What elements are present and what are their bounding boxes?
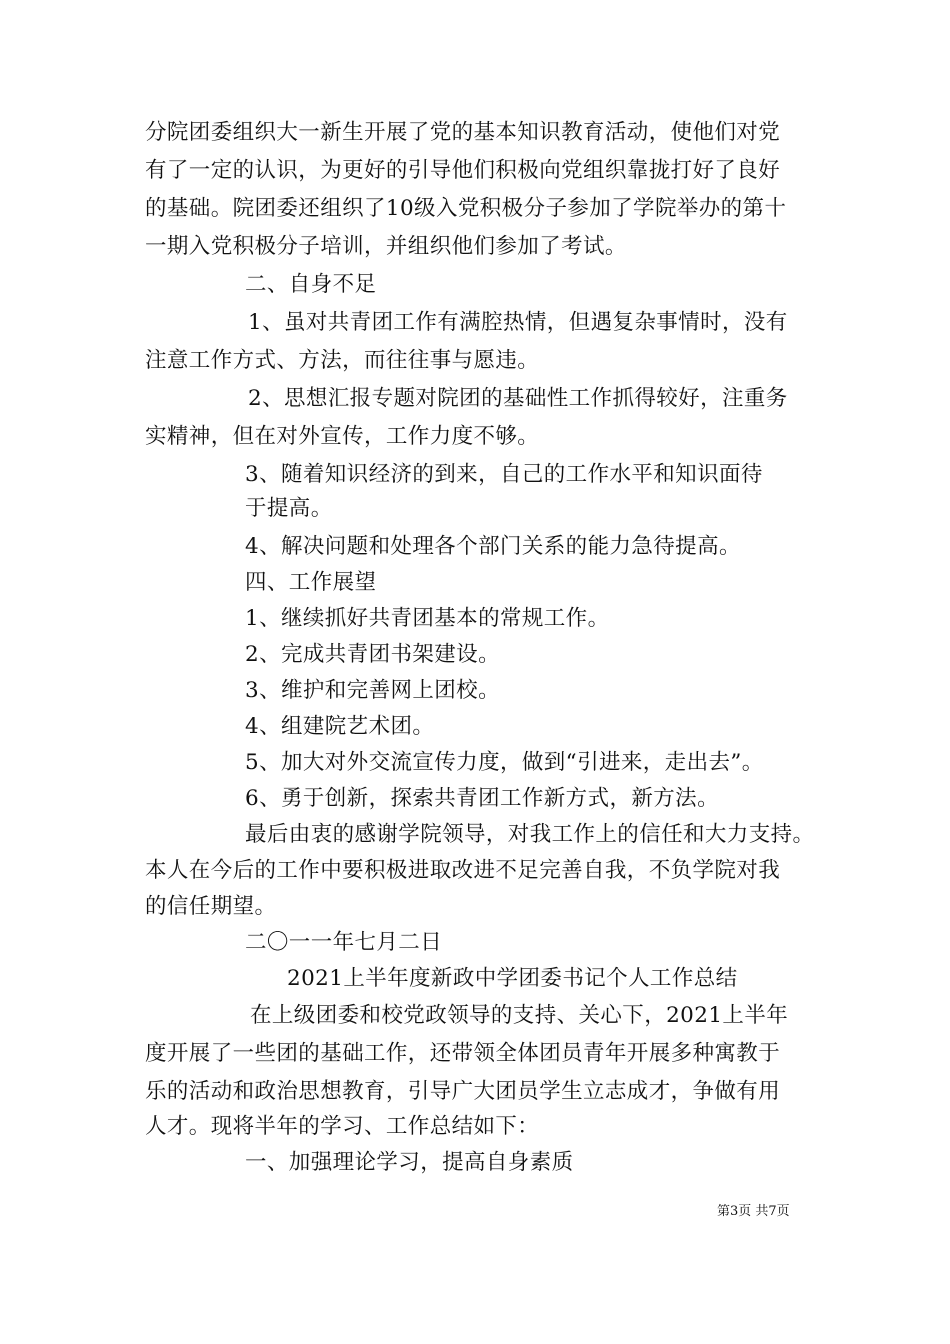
paragraph-line: 的基础。院团委还组织了10级入党积极分子参加了学院举办的第十: [145, 196, 787, 221]
paragraph-line: 乐的活动和政治思想教育，引导广大团员学生立志成才，争做有用: [145, 1079, 781, 1104]
document-title: 2021上半年度新政中学团委书记个人工作总结: [287, 966, 738, 991]
section-heading: 二、自身不足: [245, 272, 377, 297]
date-line: 二〇一一年七月二日: [245, 930, 443, 955]
paragraph-line: 实精神，但在对外宣传，工作力度不够。: [145, 424, 540, 449]
paragraph-line: 1、虽对共青团工作有满腔热情，但遇复杂事情时，没有: [248, 310, 788, 335]
list-item: 6、勇于创新，探索共青团工作新方式，新方法。: [245, 786, 719, 811]
paragraph-line: 于提高。: [245, 496, 333, 521]
section-heading: 四、工作展望: [245, 570, 377, 595]
page-number-footer: 第3页 共7页: [717, 1204, 790, 1219]
paragraph-line: 一期入党积极分子培训，并组织他们参加了考试。: [145, 234, 627, 259]
paragraph-line: 在上级团委和校党政领导的支持、关心下，2021上半年: [250, 1003, 789, 1028]
paragraph-line: 3、随着知识经济的到来，自己的工作水平和知识面待: [245, 462, 763, 487]
paragraph-line: 的信任期望。: [145, 894, 277, 919]
list-item: 2、完成共青团书架建设。: [245, 642, 500, 667]
list-item: 1、继续抓好共青团基本的常规工作。: [245, 606, 610, 631]
paragraph-line: 度开展了一些团的基础工作，还带领全体团员青年开展多种寓教于: [145, 1041, 781, 1066]
section-heading: 一、加强理论学习，提高自身素质: [245, 1150, 574, 1175]
list-item: 5、加大对外交流宣传力度，做到“引进来，走出去”。: [245, 750, 764, 775]
list-item: 3、维护和完善网上团校。: [245, 678, 500, 703]
list-item: 4、组建院艺术团。: [245, 714, 435, 739]
paragraph-line: 人才。现将半年的学习、工作总结如下：: [145, 1114, 540, 1139]
paragraph-line: 2、思想汇报专题对院团的基础性工作抓得较好，注重务: [248, 386, 788, 411]
paragraph-line: 注意工作方式、方法，而往往事与愿违。: [145, 348, 540, 373]
paragraph-line: 本人在今后的工作中要积极进取改进不足完善自我，不负学院对我: [145, 858, 781, 883]
paragraph-line: 分院团委组织大一新生开展了党的基本知识教育活动，使他们对党: [145, 120, 781, 145]
paragraph-line: 有了一定的认识，为更好的引导他们积极向党组织靠拢打好了良好: [145, 158, 781, 183]
paragraph-line: 最后由衷的感谢学院领导，对我工作上的信任和大力支持。: [245, 822, 815, 847]
paragraph-line: 4、解决问题和处理各个部门关系的能力急待提高。: [245, 534, 741, 559]
